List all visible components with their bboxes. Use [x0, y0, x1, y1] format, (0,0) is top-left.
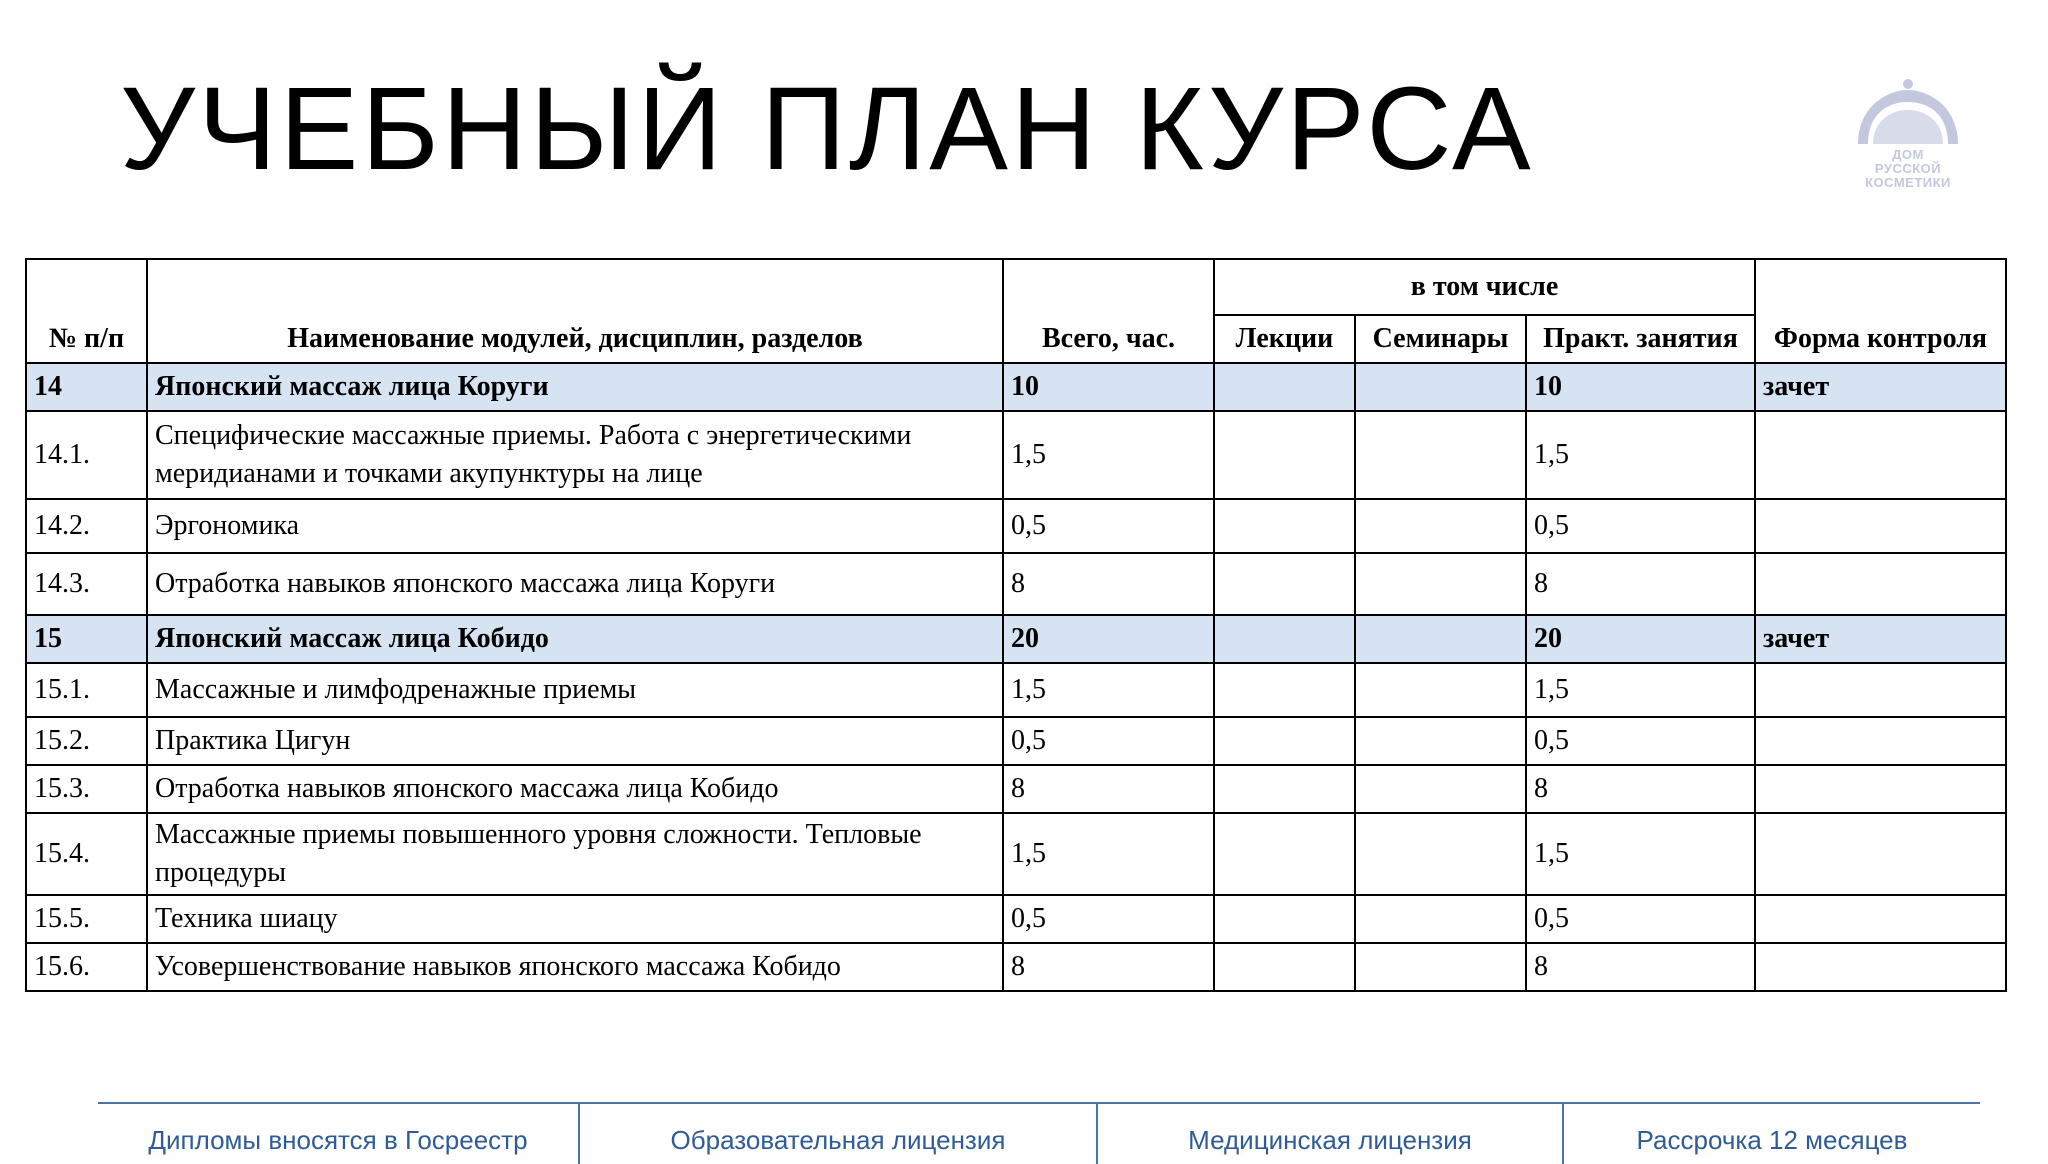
cell-practice: 8 [1526, 553, 1755, 615]
cell-seminars [1355, 615, 1526, 663]
cell-lectures [1214, 363, 1355, 411]
header-practice: Практ. занятия [1526, 315, 1755, 363]
cell-lectures [1214, 895, 1355, 943]
cell-total: 8 [1003, 553, 1214, 615]
cell-num: 15 [26, 615, 147, 663]
cell-total: 8 [1003, 943, 1214, 991]
cell-name: Эргономика [147, 499, 1003, 553]
table-row [26, 411, 2006, 499]
cell-total: 0,5 [1003, 499, 1214, 553]
header-control: Форма контроля [1755, 259, 2006, 363]
cell-total: 0,5 [1003, 717, 1214, 765]
cell-lectures [1214, 499, 1355, 553]
cell-num: 15.6. [26, 943, 147, 991]
cell-name: Практика Цигун [147, 717, 1003, 765]
table-row [26, 765, 2006, 813]
footer-item-installment: Рассрочка 12 месяцев [1636, 1124, 1908, 1155]
header-including: в том числе [1214, 259, 1755, 315]
header-num: № п/п [26, 259, 147, 363]
cell-seminars [1355, 663, 1526, 717]
cell-name: Массажные и лимфодренажные приемы [147, 663, 1003, 717]
cell-practice: 1,5 [1526, 813, 1755, 895]
cell-practice: 1,5 [1526, 663, 1755, 717]
header-seminars: Семинары [1355, 315, 1526, 363]
table-row [26, 717, 2006, 765]
cell-total: 1,5 [1003, 663, 1214, 717]
cell-total: 1,5 [1003, 813, 1214, 895]
cell-practice: 8 [1526, 943, 1755, 991]
logo-text-line-1: ДОМ [1892, 147, 1924, 162]
cell-control: зачет [1755, 363, 2006, 411]
curriculum-table [25, 258, 2007, 992]
footer-item-registry: Дипломы вносятся в Госреестр [98, 1104, 580, 1164]
cell-total: 20 [1003, 615, 1214, 663]
cell-total: 8 [1003, 765, 1214, 813]
cell-num: 15.2. [26, 717, 147, 765]
cell-practice: 0,5 [1526, 895, 1755, 943]
crown-icon [1848, 76, 1968, 146]
cell-control [1755, 717, 2006, 765]
cell-control [1755, 499, 2006, 553]
cell-seminars [1355, 499, 1526, 553]
cell-name: Специфические массажные приемы. Работа с энергетическими меридианами и точками акупунктуры на лице [147, 411, 1003, 499]
cell-control [1755, 813, 2006, 895]
cell-name: Усовершенствование навыков японского массажа Кобидо [147, 943, 1003, 991]
cell-num: 15.5. [26, 895, 147, 943]
logo-text-line-2: РУССКОЙ [1874, 161, 1942, 176]
cell-seminars [1355, 717, 1526, 765]
cell-control [1755, 553, 2006, 615]
table-row-module [26, 615, 2006, 663]
header-total: Всего, час. [1003, 259, 1214, 363]
cell-control [1755, 663, 2006, 717]
cell-control [1755, 895, 2006, 943]
cell-seminars [1355, 813, 1526, 895]
cell-lectures [1214, 765, 1355, 813]
cell-lectures [1214, 663, 1355, 717]
page-title: УЧЕБНЫЙ ПЛАН КУРСА [120, 63, 1534, 195]
logo-text-line-3: КОСМЕТИКИ [1865, 175, 1951, 190]
cell-practice: 1,5 [1526, 411, 1755, 499]
header-name: Наименование модулей, дисциплин, разделов [147, 259, 1003, 363]
cell-seminars [1355, 363, 1526, 411]
table-row [26, 499, 2006, 553]
cell-practice: 0,5 [1526, 717, 1755, 765]
cell-practice: 10 [1526, 363, 1755, 411]
cell-practice: 0,5 [1526, 499, 1755, 553]
cell-name: Японский массаж лица Кобидо [147, 615, 1003, 663]
cell-total: 0,5 [1003, 895, 1214, 943]
table-row-module [26, 363, 2006, 411]
cell-practice: 20 [1526, 615, 1755, 663]
cell-lectures [1214, 813, 1355, 895]
cell-lectures [1214, 717, 1355, 765]
footer-bar [98, 1102, 1980, 1154]
table-row [26, 813, 2006, 895]
cell-seminars [1355, 765, 1526, 813]
cell-seminars [1355, 895, 1526, 943]
cell-lectures [1214, 411, 1355, 499]
brand-logo [1848, 76, 1968, 196]
cell-practice: 8 [1526, 765, 1755, 813]
cell-total: 10 [1003, 363, 1214, 411]
cell-name: Массажные приемы повышенного уровня сложности. Тепловые процедуры [147, 813, 1003, 895]
cell-lectures [1214, 943, 1355, 991]
cell-total: 1,5 [1003, 411, 1214, 499]
cell-num: 15.1. [26, 663, 147, 717]
cell-num: 14.2. [26, 499, 147, 553]
cell-lectures [1214, 553, 1355, 615]
footer-item-education-license: Образовательная лицензия [580, 1104, 1098, 1164]
cell-name: Отработка навыков японского массажа лица Кобидо [147, 765, 1003, 813]
cell-name: Техника шиацу [147, 895, 1003, 943]
table-row [26, 943, 2006, 991]
cell-seminars [1355, 553, 1526, 615]
cell-num: 14 [26, 363, 147, 411]
cell-num: 14.3. [26, 553, 147, 615]
cell-control: зачет [1755, 615, 2006, 663]
cell-seminars [1355, 411, 1526, 499]
cell-name: Японский массаж лица Коруги [147, 363, 1003, 411]
table-row [26, 553, 2006, 615]
cell-num: 14.1. [26, 411, 147, 499]
cell-control [1755, 411, 2006, 499]
cell-seminars [1355, 943, 1526, 991]
cell-name: Отработка навыков японского массажа лица Коруги [147, 553, 1003, 615]
cell-control [1755, 943, 2006, 991]
cell-num: 15.4. [26, 813, 147, 895]
header-lectures: Лекции [1214, 315, 1355, 363]
cell-control [1755, 765, 2006, 813]
table-row [26, 895, 2006, 943]
table-row [26, 663, 2006, 717]
footer-item-medical-license: Медицинская лицензия [1098, 1104, 1564, 1164]
cell-num: 15.3. [26, 765, 147, 813]
cell-lectures [1214, 615, 1355, 663]
